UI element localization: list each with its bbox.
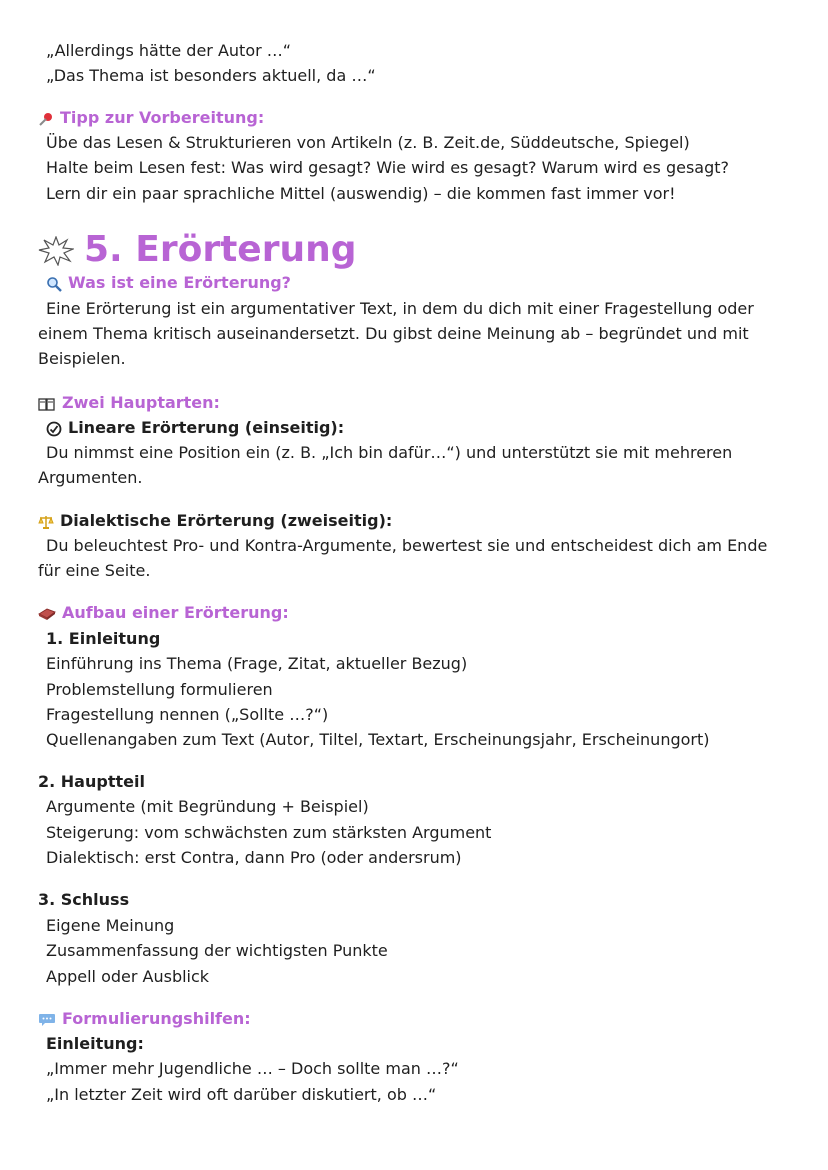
tipp-line-1: Übe das Lesen & Strukturieren von Artikeln (z. B. Zeit.de, Süddeutsche, Spiegel) (46, 133, 690, 152)
dialektisch-line-2: für eine Seite. (38, 561, 151, 580)
intro-line-1: „Allerdings hätte der Autor …“ (46, 41, 292, 60)
schluss-title: 3. Schluss (38, 890, 130, 909)
hauptteil-line-1: Argumente (mit Begründung + Beispiel) (46, 797, 369, 816)
tipp-heading-text: Tipp zur Vorbereitung: (60, 108, 265, 127)
einleitung-line-2: Problemstellung formulieren (46, 680, 273, 699)
einleitung-title: 1. Einleitung (46, 629, 161, 648)
was-ist-heading (46, 272, 291, 294)
formulierung-heading-text: Formulierungshilfen: (62, 1009, 251, 1028)
dialektisch-line-1: Du beleuchtest Pro- und Kontra-Argumente, bewertest sie und entscheidest dich am Ende (46, 536, 768, 555)
linear-line-1: Du nimmst eine Position ein (z. B. „Ich bin dafür…“) und unterstützt sie mit mehreren (46, 443, 733, 462)
speech-bubble-icon (38, 1012, 56, 1028)
burst-icon (38, 236, 74, 266)
aufbau-heading-text: Aufbau einer Erörterung: (62, 603, 289, 622)
formulierung-heading (38, 1008, 251, 1030)
formulierung-einleitung-label: Einleitung: (46, 1034, 144, 1053)
tipp-heading (38, 107, 264, 129)
magnifier-icon (46, 276, 62, 292)
scales-icon (38, 514, 54, 530)
hauptarten-heading (38, 392, 220, 414)
formulierung-line-1: „Immer mehr Jugendliche … – Doch sollte man …?“ (46, 1059, 459, 1078)
einleitung-line-3: Fragestellung nennen („Sollte …?“) (46, 705, 329, 724)
dialektisch-title-text: Dialektische Erörterung (zweiseitig): (60, 511, 393, 530)
einleitung-line-4: Quellenangaben zum Text (Autor, Tiltel, Textart, Erscheinungsjahr, Erscheinungort) (46, 730, 710, 749)
hauptteil-line-3: Dialektisch: erst Contra, dann Pro (oder andersrum) (46, 848, 462, 867)
dialektisch-title (38, 510, 392, 532)
linear-title-text: Lineare Erörterung (einseitig): (68, 418, 345, 437)
hauptteil-line-2: Steigerung: vom schwächsten zum stärksten Argument (46, 823, 492, 842)
schluss-line-2: Zusammenfassung der wichtigsten Punkte (46, 941, 388, 960)
schluss-line-1: Eigene Meinung (46, 916, 175, 935)
linear-title (46, 417, 344, 439)
hauptteil-title: 2. Hauptteil (38, 772, 145, 791)
was-ist-line-3: Beispielen. (38, 349, 126, 368)
section-title (38, 228, 357, 272)
tipp-line-3: Lern dir ein paar sprachliche Mittel (auswendig) – die kommen fast immer vor! (46, 184, 676, 203)
schluss-line-3: Appell oder Ausblick (46, 967, 210, 986)
intro-line-2: „Das Thema ist besonders aktuell, da …“ (46, 66, 376, 85)
hauptarten-heading-text: Zwei Hauptarten: (62, 393, 220, 412)
tipp-line-2: Halte beim Lesen fest: Was wird gesagt? Wie wird es gesagt? Warum wird es gesagt? (46, 158, 730, 177)
einleitung-line-1: Einführung ins Thema (Frage, Zitat, aktueller Bezug) (46, 654, 468, 673)
was-ist-line-1: Eine Erörterung ist ein argumentativer Text, in dem du dich mit einer Fragestellung oder (46, 299, 754, 318)
pushpin-icon (38, 111, 54, 127)
aufbau-heading (38, 602, 289, 624)
books-icon (38, 396, 56, 412)
formulierung-line-2: „In letzter Zeit wird oft darüber diskutiert, ob …“ (46, 1085, 437, 1104)
section-title-text: 5. Erörterung (84, 229, 357, 270)
was-ist-heading-text: Was ist eine Erörterung? (68, 273, 291, 292)
was-ist-line-2: einem Thema kritisch auseinandersetzt. Du gibst deine Meinung ab – begründet und mit (38, 324, 749, 343)
check-circle-icon (46, 421, 62, 437)
brick-icon (38, 607, 56, 621)
linear-line-2: Argumenten. (38, 468, 143, 487)
